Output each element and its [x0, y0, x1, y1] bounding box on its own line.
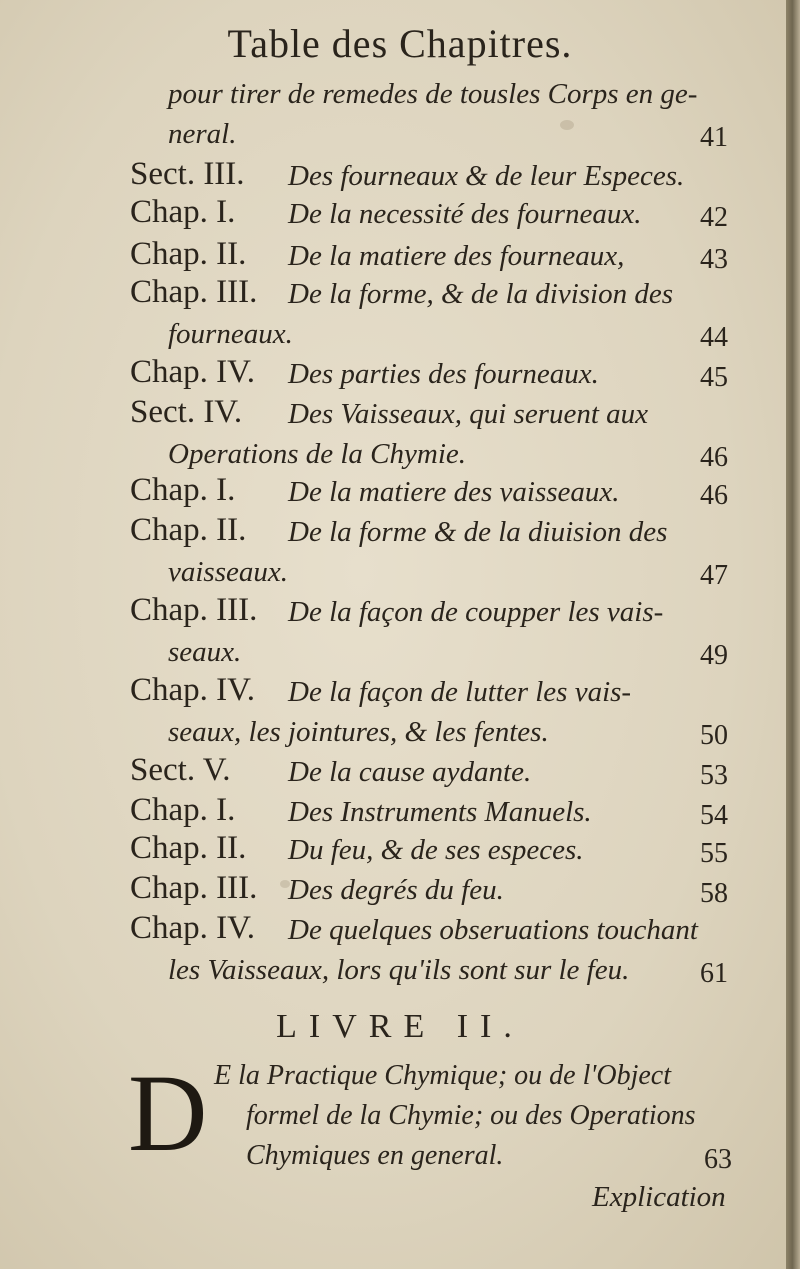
ink-spot	[560, 120, 574, 130]
intro-line: formel de la Chymie; ou des Operations	[246, 1100, 696, 1131]
entry-label: Chap. IV.	[130, 672, 255, 708]
entry-title: De la matiere des vaisseaux.	[288, 476, 620, 508]
intro-page-number: 63	[704, 1144, 732, 1175]
entry-page-number: 61	[700, 958, 728, 989]
entry-page-number: 46	[700, 480, 728, 511]
book-heading: LIVRE II.	[276, 1008, 524, 1045]
entry-label: Chap. I.	[130, 792, 236, 828]
entry-page-number: 50	[700, 720, 728, 751]
intro-line: E la Practique Chymique; ou de l'Object	[214, 1060, 671, 1091]
entry-title: fourneaux.	[168, 318, 293, 350]
entry-label: Chap. II.	[130, 830, 247, 866]
entry-title: De la matiere des fourneaux,	[288, 240, 625, 272]
entry-title: Des Vaisseaux, qui seruent aux	[288, 398, 649, 430]
entry-title: seaux.	[168, 636, 242, 668]
entry-page-number: 43	[700, 244, 728, 275]
entry-title: De la necessité des fourneaux.	[288, 198, 642, 230]
entry-label: Chap. III.	[130, 274, 258, 310]
entry-title: De la façon de lutter les vais-	[288, 676, 632, 708]
entry-label: Chap. I.	[130, 194, 236, 230]
entry-title: pour tirer de remedes de tousles Corps en ge-	[168, 78, 698, 110]
entry-page-number: 55	[700, 838, 728, 869]
entry-page-number: 47	[700, 560, 728, 591]
entry-title: Des fourneaux & de leur Especes.	[288, 160, 685, 192]
entry-page-number: 49	[700, 640, 728, 671]
entry-title: neral.	[168, 118, 237, 150]
entry-title: De la forme & de la diuision des	[288, 516, 668, 548]
entry-label: Chap. II.	[130, 236, 247, 272]
entry-label: Sect. IV.	[130, 394, 243, 430]
entry-label: Chap. III.	[130, 870, 258, 906]
catchword: Explication	[592, 1181, 726, 1213]
entry-label: Chap. II.	[130, 512, 247, 548]
entry-label: Sect. V.	[130, 752, 231, 788]
entry-title: Des Instruments Manuels.	[288, 796, 592, 828]
entry-label: Chap. IV.	[130, 354, 255, 390]
entry-page-number: 42	[700, 202, 728, 233]
entry-title: De la forme, & de la division des	[288, 278, 674, 310]
entry-page-number: 45	[700, 362, 728, 393]
entry-title: les Vaisseaux, lors qu'ils sont sur le feu.	[168, 954, 630, 986]
entry-title: vaisseaux.	[168, 556, 288, 588]
entry-title: De quelques obseruations touchant	[288, 914, 698, 946]
entry-label: Chap. III.	[130, 592, 258, 628]
entry-page-number: 53	[700, 760, 728, 791]
entry-title: Des parties des fourneaux.	[288, 358, 599, 390]
entry-page-number: 41	[700, 122, 728, 153]
entry-page-number: 44	[700, 322, 728, 353]
entry-label: Sect. III.	[130, 156, 245, 192]
drop-capital: D	[128, 1052, 208, 1174]
entry-page-number: 46	[700, 442, 728, 473]
entry-label: Chap. IV.	[130, 910, 255, 946]
entry-title: Du feu, & de ses especes.	[288, 834, 584, 866]
intro-line: Chymiques en general.	[246, 1140, 504, 1171]
entry-title: De la façon de coupper les vais-	[288, 596, 664, 628]
entry-page-number: 58	[700, 878, 728, 909]
entry-title: seaux, les jointures, & les fentes.	[168, 716, 549, 748]
page-edge-shadow	[786, 0, 800, 1269]
entry-title: Des degrés du feu.	[288, 874, 504, 906]
entry-label: Chap. I.	[130, 472, 236, 508]
entry-title: De la cause aydante.	[288, 756, 532, 788]
page-header: Table des Chapitres.	[227, 21, 573, 66]
entry-title: Operations de la Chymie.	[168, 438, 467, 470]
entry-page-number: 54	[700, 800, 728, 831]
